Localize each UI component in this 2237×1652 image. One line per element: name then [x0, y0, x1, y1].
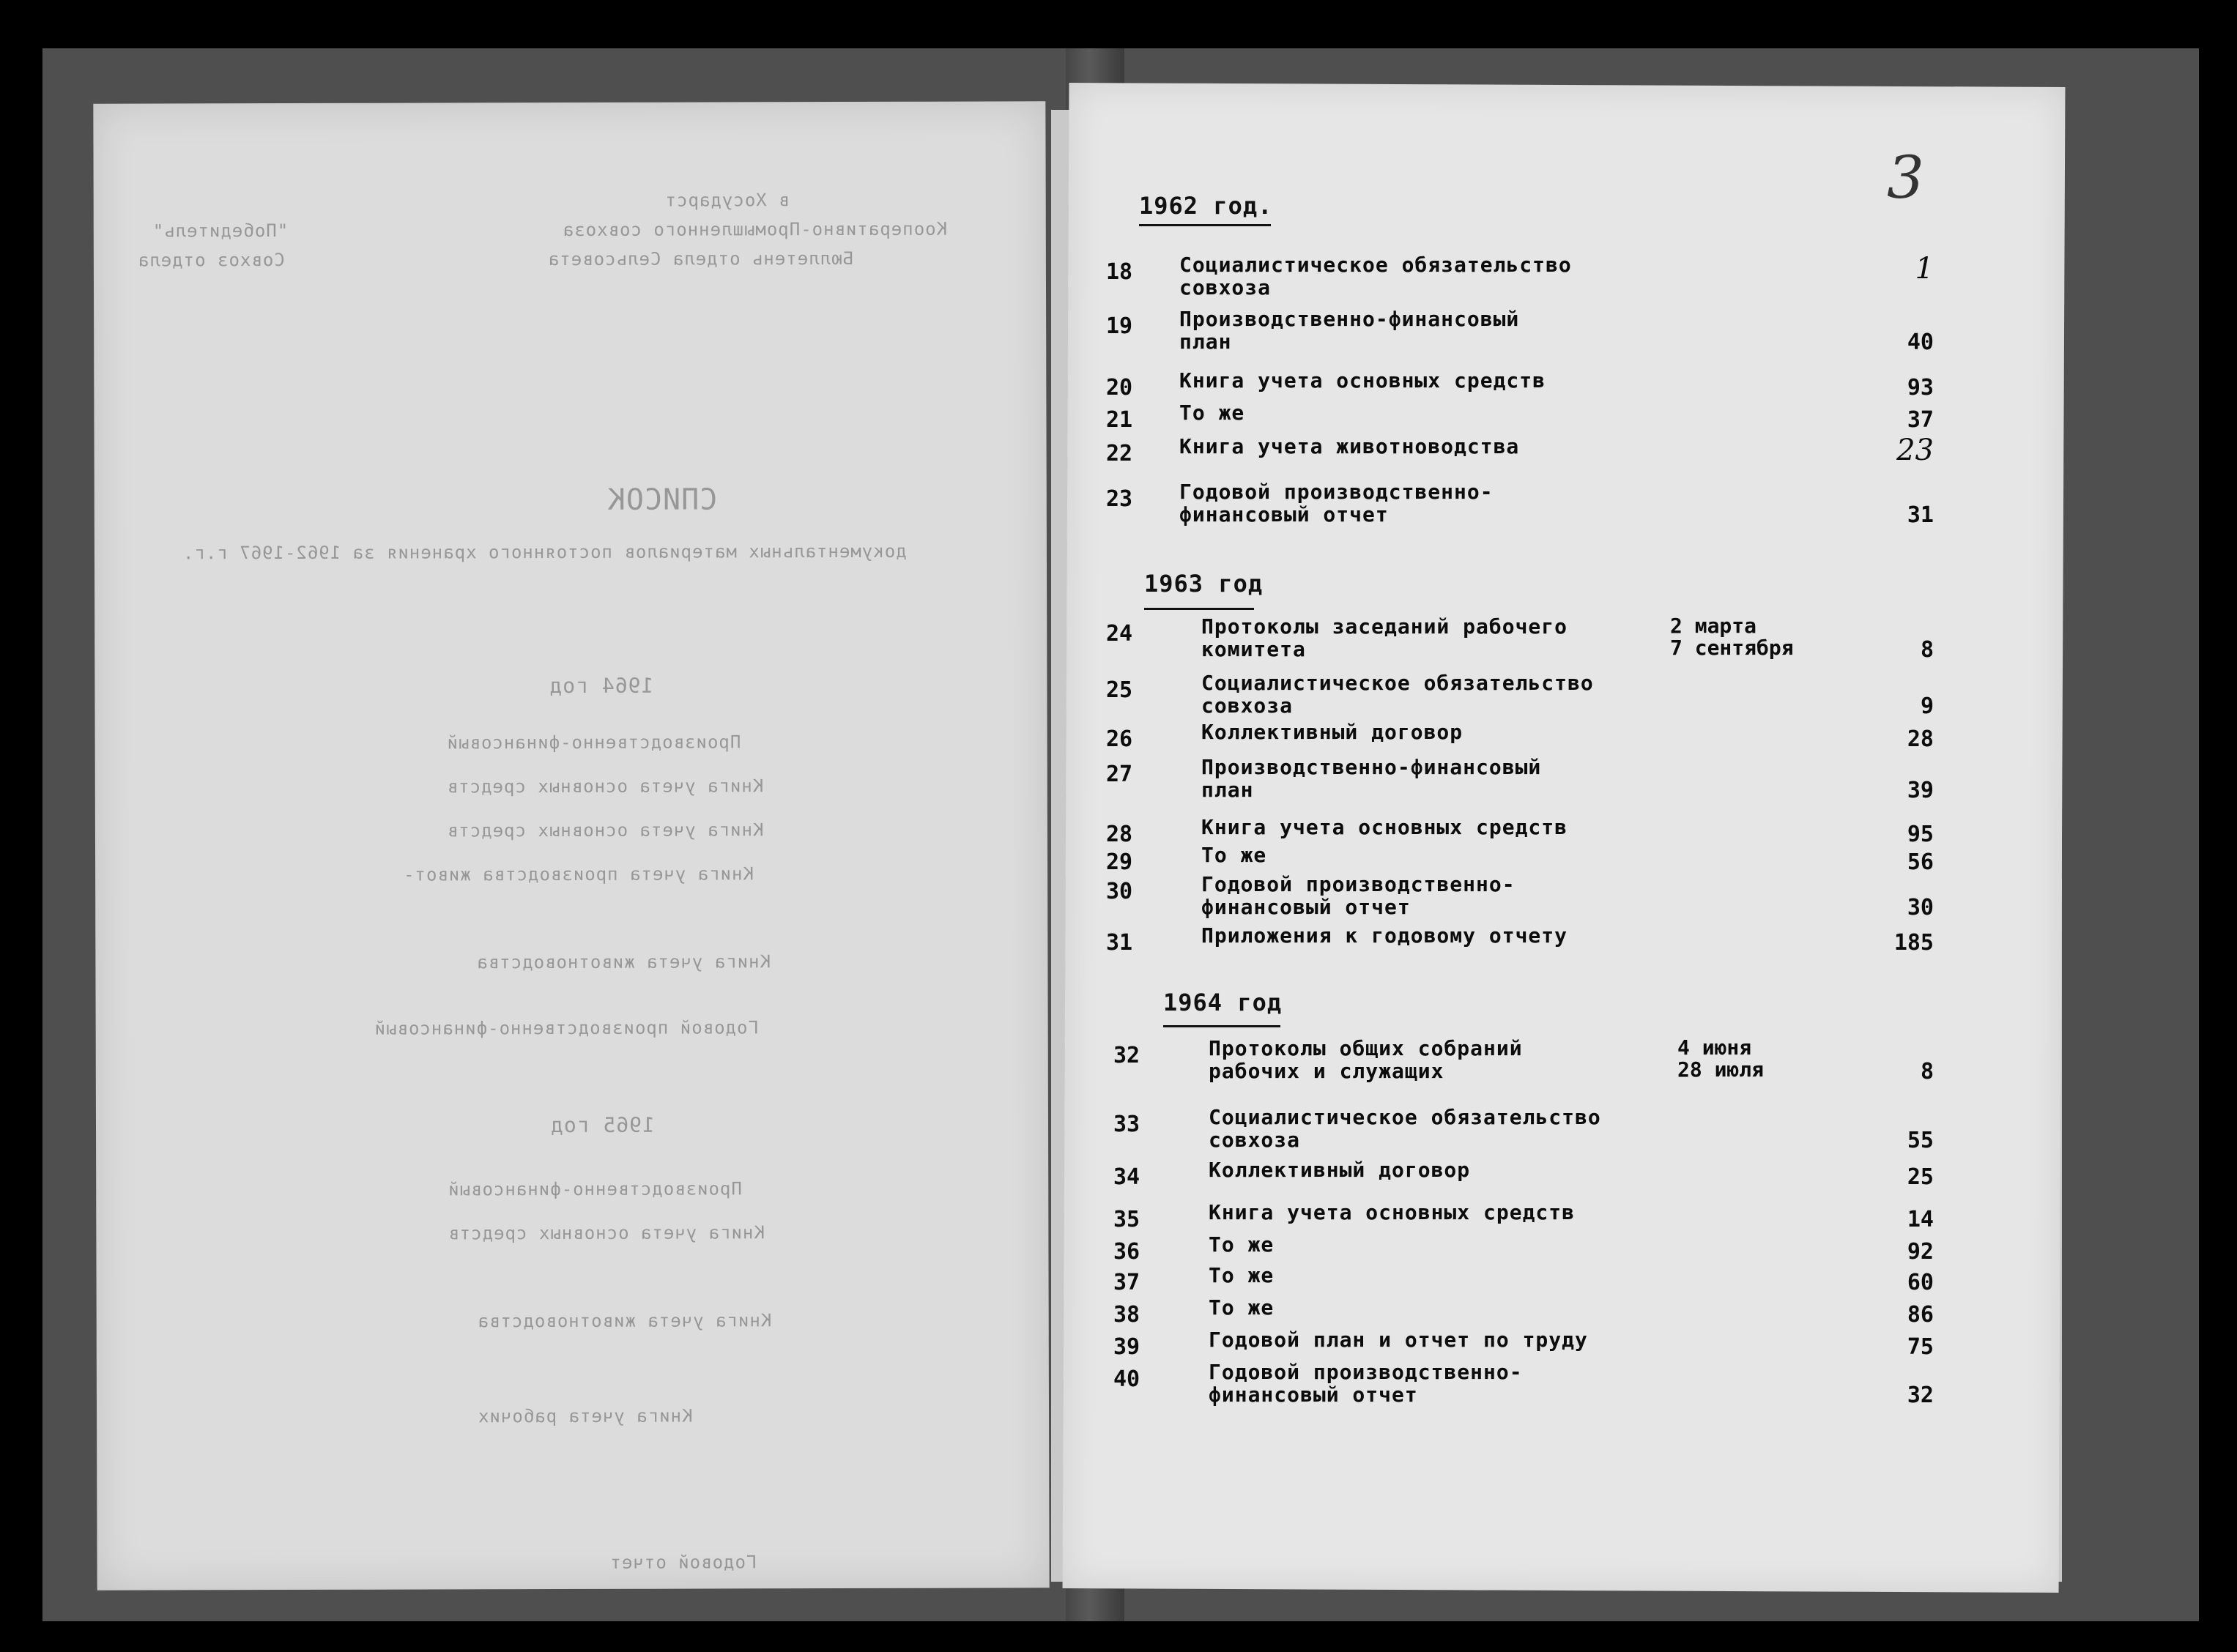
entry-title-line: Социалистическое обязательство [1209, 1105, 1601, 1129]
entry-title-line: совхоза [1209, 1128, 1301, 1152]
entry-number: 40 [1113, 1366, 1140, 1392]
entry-date-line: 4 июня [1677, 1035, 1752, 1060]
entry-date-line: 28 июля [1677, 1057, 1765, 1082]
entry-date [1677, 1037, 1824, 1081]
entry-title [1209, 1037, 1648, 1082]
entry-title-line: То же [1201, 843, 1267, 867]
entry-title-line: Книга учета основных средств [1209, 1200, 1576, 1224]
entry-number: 23 [1106, 486, 1133, 512]
entry-title [1179, 480, 1619, 526]
entry-sheet-count: 56 [1907, 849, 1934, 875]
entry-title-line: То же [1209, 1263, 1275, 1287]
entry-title [1201, 615, 1641, 661]
entry-number: 18 [1106, 259, 1133, 285]
entry-date [1670, 615, 1817, 659]
entry-number: 39 [1113, 1334, 1140, 1360]
entry-number: 30 [1106, 879, 1133, 904]
entry-title [1201, 671, 1641, 717]
entry-number: 19 [1106, 313, 1133, 339]
entry-title-line: финансовый отчет [1179, 502, 1389, 527]
entry-sheet-count: 31 [1907, 502, 1934, 528]
entry-title-line: Приложения к годовому отчету [1201, 923, 1568, 948]
year-heading: 1962 год. [1139, 192, 1273, 220]
entry-number: 31 [1106, 930, 1133, 956]
left-page-bleedthrough: в Хосударст Кооперативно-Промышленного совхоза Бюллетень отдела Сельсовета "Победитель" Совхоз отдела СПИСОК документальных материалов постоянного хранения за 1962-1967 г.г. 1964 год Производственно-финансовый Книга учета основных средств Книга учета основных средств Книга учета производства живот- Книга учета животноводства Годовой производственно-финансовый 1965 год Производственно-финансовый Книга учета основных средств Книга учета животноводства Книга учета рабочих Годовой отчет [93, 101, 1049, 1590]
entry-title-line: рабочих и служащих [1209, 1059, 1444, 1083]
entry-title [1201, 756, 1641, 801]
entry-sheet-count: 32 [1907, 1383, 1934, 1408]
entry-title-line: совхоза [1201, 693, 1294, 718]
entry-sheet-count: 8 [1920, 1059, 1934, 1084]
entry-title [1209, 1328, 1648, 1351]
entry-sheet-count: 75 [1907, 1334, 1934, 1360]
entry-title-line: план [1179, 330, 1232, 354]
entry-sheet-count: 95 [1907, 822, 1934, 847]
entry-sheet-count: 8 [1920, 637, 1934, 663]
entry-number: 34 [1113, 1164, 1140, 1190]
entry-title-line: Годовой производственно- [1209, 1360, 1523, 1384]
entry-title [1209, 1158, 1648, 1181]
entry-date-line: 7 сентября [1670, 636, 1794, 660]
entry-title [1179, 253, 1619, 299]
entry-title-line: Годовой план и отчет по труду [1209, 1328, 1588, 1352]
entry-title-line: То же [1209, 1232, 1275, 1257]
entry-title [1179, 401, 1619, 424]
entry-number: 29 [1106, 849, 1133, 875]
year-underline [1139, 224, 1271, 226]
entry-title [1209, 1233, 1648, 1256]
entry-sheet-count: 30 [1907, 895, 1934, 920]
entry-title-line: Производственно-финансовый [1201, 755, 1542, 779]
year-underline [1163, 1025, 1280, 1027]
entry-number: 25 [1106, 677, 1133, 703]
entry-sheet-count: 60 [1907, 1270, 1934, 1295]
entry-number: 21 [1106, 407, 1133, 433]
entry-number: 32 [1113, 1043, 1140, 1068]
entry-sheet-count: 92 [1907, 1239, 1934, 1265]
entry-sheet-count: 25 [1907, 1164, 1934, 1190]
entry-title-line: Социалистическое обязательство [1201, 671, 1594, 695]
entry-sheet-count: 1 [1915, 252, 1934, 286]
entry-sheet-count: 93 [1907, 375, 1934, 401]
entry-sheet-count: 28 [1907, 726, 1934, 752]
entry-title-line: комитета [1201, 637, 1306, 661]
entry-title-line: Книга учета основных средств [1179, 368, 1546, 392]
page-number: 3 [1887, 144, 1924, 212]
entry-title-line: Годовой производственно- [1179, 480, 1494, 504]
entry-title-line: Книга учета основных средств [1201, 815, 1568, 839]
entry-title [1209, 1296, 1648, 1319]
year-heading: 1963 год [1144, 570, 1264, 598]
year-heading: 1964 год [1163, 989, 1283, 1016]
entry-title-line: Коллективный договор [1209, 1158, 1471, 1182]
entry-sheet-count: 55 [1907, 1128, 1934, 1153]
entry-title [1179, 435, 1619, 458]
entry-number: 38 [1113, 1302, 1140, 1328]
entry-title [1201, 873, 1641, 918]
entry-title-line: Коллективный договор [1201, 720, 1463, 744]
entry-title-line: Социалистическое обязательство [1179, 253, 1572, 277]
entry-number: 22 [1106, 441, 1133, 466]
entry-number: 35 [1113, 1207, 1140, 1232]
entry-number: 36 [1113, 1239, 1140, 1265]
entry-sheet-count: 37 [1907, 407, 1934, 433]
entry-title-line: То же [1209, 1295, 1275, 1320]
entry-title [1209, 1106, 1648, 1151]
entry-title [1209, 1361, 1648, 1406]
entry-number: 33 [1113, 1112, 1140, 1137]
entry-title-line: Производственно-финансовый [1179, 307, 1520, 331]
entry-title [1179, 308, 1619, 353]
entry-title-line: финансовый отчет [1209, 1383, 1418, 1407]
entry-title-line: план [1201, 778, 1254, 802]
entry-number: 20 [1106, 375, 1133, 401]
entry-date-line: 2 марта [1670, 614, 1757, 638]
entry-sheet-count: 185 [1893, 930, 1934, 956]
year-underline [1144, 608, 1254, 610]
entry-title-line: Протоколы заседаний рабочего [1201, 614, 1568, 639]
entry-number: 26 [1106, 726, 1133, 752]
entry-sheet-count: 86 [1907, 1302, 1934, 1328]
entry-title-line: совхоза [1179, 275, 1272, 299]
entry-sheet-count: 9 [1920, 693, 1934, 719]
entry-title [1201, 844, 1641, 866]
entry-title [1201, 721, 1641, 743]
entry-title-line: То же [1179, 401, 1245, 425]
entry-title [1201, 924, 1641, 947]
entry-number: 27 [1106, 762, 1133, 787]
entry-title [1201, 816, 1641, 838]
entry-sheet-count: 39 [1907, 778, 1934, 803]
entry-sheet-count: 14 [1907, 1207, 1934, 1232]
entry-number: 28 [1106, 822, 1133, 847]
entry-sheet-count: 40 [1907, 330, 1934, 355]
entry-number: 37 [1113, 1270, 1140, 1295]
entry-title [1179, 369, 1619, 392]
entry-title-line: Книга учета животноводства [1179, 434, 1520, 458]
entry-number: 24 [1106, 621, 1133, 647]
entry-sheet-count: 23 [1896, 434, 1934, 467]
entry-title-line: Протоколы общих собраний [1209, 1036, 1523, 1060]
entry-title [1209, 1264, 1648, 1287]
entry-title-line: Годовой производственно- [1201, 872, 1516, 896]
entry-title [1209, 1201, 1648, 1224]
entry-title-line: финансовый отчет [1201, 895, 1411, 919]
